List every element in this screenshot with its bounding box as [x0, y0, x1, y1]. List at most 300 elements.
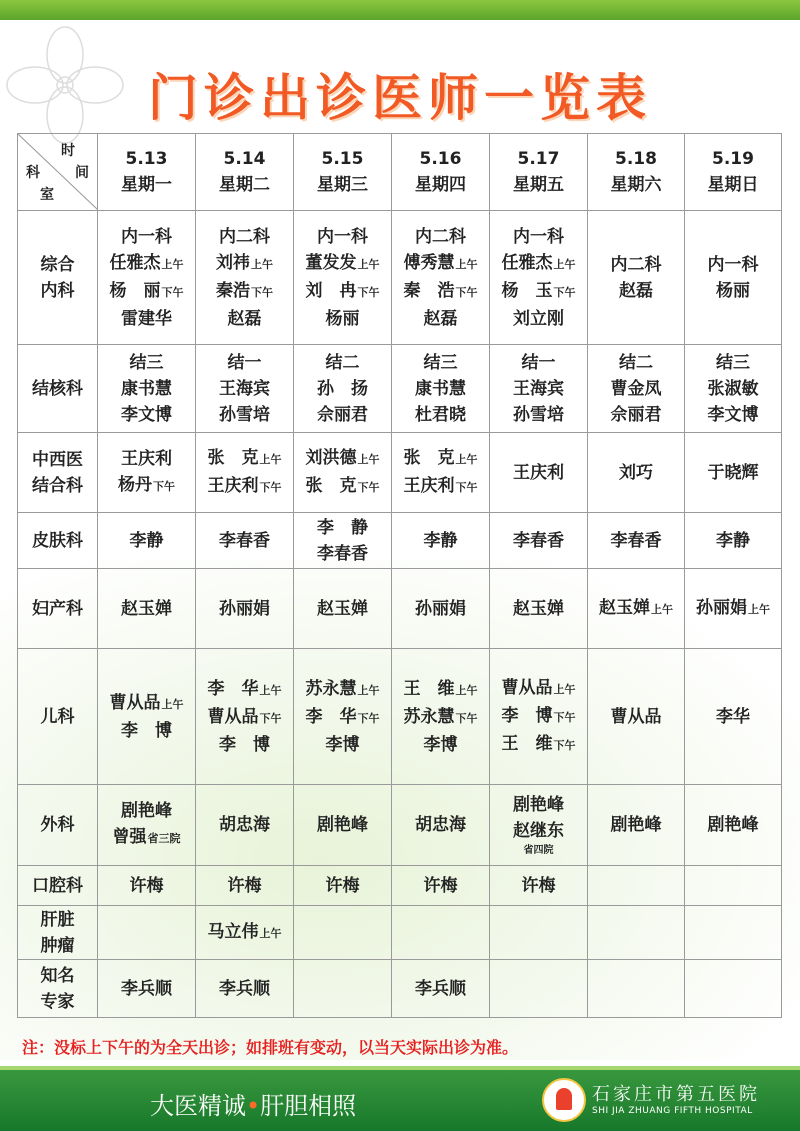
doctor-name: 许梅 — [129, 875, 164, 896]
doctor-name: 内二科 — [415, 226, 466, 247]
doctor-name: 结一 — [521, 352, 556, 373]
doctor-entry — [490, 528, 587, 554]
header-row — [18, 134, 782, 211]
doctor-entry — [294, 541, 391, 567]
doctor-name: 赵玉婵 — [599, 597, 650, 618]
schedule-cell — [98, 960, 196, 1018]
doctor-name: 内一科 — [121, 226, 172, 247]
schedule-cell — [98, 649, 196, 785]
doctor-entry — [490, 402, 587, 428]
doctor-name: 孙 扬 — [317, 378, 368, 399]
schedule-cell — [588, 433, 685, 513]
day-weekday: 星期日 — [707, 175, 759, 195]
doctor-entry — [392, 812, 489, 838]
schedule-body — [18, 211, 782, 1018]
doctor-entry — [98, 350, 195, 376]
corner-dept-label: 科 — [26, 165, 40, 181]
corner-time-label-2: 间 — [75, 165, 89, 181]
schedule-cell — [685, 345, 782, 433]
hospital-note-text: 省四院 — [523, 845, 554, 856]
doctor-name: 结三 — [716, 352, 750, 373]
day-date: 5.16 — [419, 149, 462, 169]
schedule-cell — [685, 906, 782, 960]
doctor-entry — [392, 350, 489, 376]
doctor-name: 张 克 — [403, 447, 455, 468]
day-weekday: 星期六 — [610, 175, 662, 195]
doctor-entry — [196, 676, 293, 704]
doctor-name: 李博 — [423, 734, 458, 755]
day-date: 5.18 — [615, 149, 657, 169]
doctor-name: 王庆利 — [207, 475, 259, 496]
doctor-name: 王海宾 — [219, 378, 270, 399]
doctor-entry — [294, 306, 391, 332]
doctor-name: 许梅 — [227, 875, 262, 896]
day-date: 5.14 — [223, 149, 266, 169]
shift-tag: 下午 — [553, 710, 576, 724]
doctor-entry — [490, 818, 587, 844]
doctor-entry — [685, 350, 781, 376]
schedule-cell — [294, 513, 392, 569]
footer-bar — [0, 1066, 800, 1131]
schedule-cell — [588, 649, 685, 785]
schedule-cell — [294, 345, 392, 433]
doctor-name: 任雅杰 — [109, 252, 161, 273]
doctor-entry — [294, 278, 391, 306]
doctor-entry — [98, 718, 195, 744]
doctor-name: 秦 浩 — [403, 280, 455, 301]
doctor-entry — [294, 402, 391, 428]
day-weekday: 星期三 — [317, 175, 368, 195]
doctor-name: 李博 — [325, 734, 360, 755]
schedule-cell — [98, 906, 196, 960]
doctor-name: 赵磊 — [227, 308, 262, 329]
department-name: 儿科 — [40, 706, 75, 727]
shift-tag: 省三院 — [147, 832, 181, 845]
day-header — [294, 134, 392, 211]
doctor-entry — [392, 732, 489, 758]
doctor-entry — [392, 402, 489, 428]
schedule-cell — [490, 433, 588, 513]
doctor-name: 李 华 — [305, 706, 357, 727]
slogan-separator: • — [246, 1092, 261, 1120]
doctor-name: 李静 — [423, 530, 458, 551]
day-date: 5.17 — [517, 149, 560, 169]
doctor-name: 孙丽娟 — [696, 597, 747, 618]
doctor-entry — [98, 250, 195, 278]
shift-tag: 下午 — [251, 285, 273, 299]
day-weekday: 星期四 — [415, 175, 466, 195]
shift-tag: 下午 — [455, 711, 478, 725]
department-name: 结核科 — [32, 378, 83, 399]
doctor-name: 剧艳峰 — [610, 815, 662, 835]
corner-dept-label-2: 室 — [40, 187, 54, 203]
schedule-cell — [294, 649, 392, 785]
doctor-entry — [98, 690, 195, 718]
doctor-name: 佘丽君 — [317, 404, 368, 425]
doctor-name: 赵玉婵 — [121, 598, 172, 619]
doctor-name: 赵磊 — [619, 280, 653, 301]
schedule-cell — [490, 345, 588, 433]
doctor-name: 赵磊 — [423, 308, 458, 329]
doctor-entry — [490, 873, 587, 899]
doctor-name: 杨丹 — [118, 474, 152, 495]
doctor-entry — [392, 278, 489, 306]
doctor-name: 王庆利 — [513, 462, 564, 483]
footer-slogan — [150, 1086, 356, 1121]
schedule-cell — [294, 569, 392, 649]
doctor-entry — [98, 306, 195, 332]
department-name: 知名 — [40, 965, 75, 986]
schedule-cell — [196, 569, 294, 649]
doctor-name: 王庆利 — [121, 448, 172, 469]
department-cell — [18, 960, 98, 1018]
doctor-entry — [392, 528, 489, 554]
schedule-cell — [490, 960, 588, 1018]
schedule-cell — [392, 345, 490, 433]
schedule-cell — [196, 513, 294, 569]
doctor-name: 任雅杰 — [501, 252, 553, 273]
doctor-entry — [685, 460, 781, 486]
doctor-name: 李文博 — [121, 404, 172, 425]
schedule-cell — [490, 211, 588, 345]
shift-tag: 下午 — [357, 711, 380, 725]
shift-tag: 下午 — [161, 285, 184, 299]
department-cell — [18, 785, 98, 866]
doctor-entry — [294, 515, 391, 541]
doctor-name: 胡忠海 — [415, 815, 466, 835]
doctor-name: 苏永慧 — [403, 706, 455, 727]
schedule-row — [18, 211, 782, 345]
doctor-entry — [196, 812, 293, 838]
doctor-name: 结二 — [619, 352, 653, 373]
schedule-cell — [392, 649, 490, 785]
doctor-name: 剧艳峰 — [121, 801, 172, 821]
department-name: 口腔科 — [32, 875, 83, 896]
department-cell — [18, 569, 98, 649]
department-cell — [18, 211, 98, 345]
doctor-entry — [392, 873, 489, 899]
day-header — [685, 134, 782, 211]
schedule-cell — [392, 785, 490, 866]
department-cell — [18, 433, 98, 513]
doctor-entry — [392, 596, 489, 622]
doctor-name: 李 博 — [501, 705, 553, 726]
day-header — [98, 134, 196, 211]
doctor-entry — [490, 278, 587, 306]
shift-tag: 下午 — [153, 479, 175, 493]
schedule-cell — [685, 433, 782, 513]
schedule-cell — [98, 569, 196, 649]
doctor-name: 李春香 — [610, 530, 662, 551]
doctor-name: 杨 玉 — [501, 280, 553, 301]
doctor-name: 李 华 — [207, 678, 259, 699]
schedule-cell — [685, 960, 782, 1018]
schedule-cell — [490, 866, 588, 906]
doctor-name: 李兵顺 — [415, 978, 466, 999]
doctor-name: 胡忠海 — [219, 815, 270, 835]
doctor-name: 内二科 — [219, 226, 270, 247]
doctor-name: 李文博 — [707, 404, 759, 425]
shift-tag: 上午 — [161, 257, 184, 271]
doctor-name: 许梅 — [325, 875, 360, 896]
doctor-entry — [98, 596, 195, 622]
department-cell — [18, 345, 98, 433]
schedule-cell — [588, 345, 685, 433]
doctor-entry — [196, 376, 293, 402]
doctor-name: 曹从品 — [109, 692, 161, 713]
shift-tag: 上午 — [455, 452, 478, 466]
footnote: 注：没标上下午的为全天出诊；如排班有变动，以当天实际出诊为准。 — [22, 1038, 519, 1057]
doctor-name: 剧艳峰 — [513, 795, 564, 815]
schedule-cell — [685, 785, 782, 866]
schedule-cell — [392, 569, 490, 649]
department-name: 皮肤科 — [32, 530, 83, 551]
doctor-name: 孙丽娟 — [219, 598, 270, 619]
schedule-cell — [588, 513, 685, 569]
doctor-entry — [588, 704, 684, 730]
doctor-entry — [98, 224, 195, 250]
doctor-entry — [392, 445, 489, 473]
schedule-cell — [294, 906, 392, 960]
doctor-entry — [294, 473, 391, 501]
shift-tag: 上午 — [251, 257, 273, 271]
doctor-name: 结一 — [227, 352, 262, 373]
department-cell — [18, 866, 98, 906]
doctor-entry — [196, 224, 293, 250]
doctor-name: 刘立刚 — [513, 308, 564, 329]
schedule-row — [18, 785, 782, 866]
schedule-cell — [98, 785, 196, 866]
department-name: 外科 — [40, 815, 75, 835]
schedule-cell — [98, 513, 196, 569]
schedule-cell — [588, 785, 685, 866]
shift-tag: 上午 — [259, 926, 282, 940]
department-name: 综合 — [40, 254, 75, 275]
schedule-cell — [294, 866, 392, 906]
shift-tag: 上午 — [357, 452, 380, 466]
doctor-name: 刘 冉 — [305, 280, 357, 301]
doctor-name: 许梅 — [521, 875, 556, 896]
doctor-name: 剧艳峰 — [317, 815, 368, 835]
doctor-entry — [392, 224, 489, 250]
doctor-name: 张淑敏 — [707, 378, 759, 399]
doctor-entry — [685, 528, 781, 554]
doctor-name: 李 静 — [317, 517, 368, 538]
doctor-name: 秦浩 — [216, 280, 250, 301]
doctor-name: 王 维 — [403, 678, 455, 699]
doctor-entry — [685, 376, 781, 402]
schedule-row — [18, 906, 782, 960]
day-date: 5.15 — [321, 149, 364, 169]
doctor-entry — [490, 792, 587, 818]
day-header — [196, 134, 294, 211]
doctor-name: 内二科 — [610, 254, 662, 275]
schedule-row — [18, 960, 782, 1018]
shift-tag: 下午 — [259, 480, 282, 494]
top-green-bar — [0, 0, 800, 20]
shift-tag: 下午 — [553, 285, 576, 299]
doctor-entry — [588, 402, 684, 428]
doctor-name: 刘巧 — [619, 462, 653, 483]
doctor-entry — [196, 919, 293, 947]
schedule-cell — [98, 433, 196, 513]
schedule-row — [18, 649, 782, 785]
schedule-row — [18, 433, 782, 513]
shift-tag: 上午 — [161, 697, 184, 711]
doctor-entry — [98, 472, 195, 500]
schedule-cell — [685, 211, 782, 345]
day-date: 5.13 — [125, 149, 168, 169]
schedule-cell — [196, 649, 294, 785]
schedule-cell — [196, 433, 294, 513]
schedule-cell — [685, 513, 782, 569]
doctor-entry — [196, 350, 293, 376]
schedule-cell — [490, 513, 588, 569]
doctor-name: 结二 — [325, 352, 360, 373]
doctor-entry — [392, 976, 489, 1002]
shift-tag: 上午 — [357, 257, 380, 271]
doctor-entry — [294, 250, 391, 278]
doctor-entry — [490, 460, 587, 486]
doctor-name: 李华 — [716, 706, 750, 727]
doctor-entry — [685, 278, 781, 304]
shift-tag: 上午 — [259, 452, 282, 466]
shift-tag: 下午 — [455, 285, 478, 299]
schedule-cell — [196, 906, 294, 960]
schedule-cell — [98, 866, 196, 906]
corner-time-label: 时 — [61, 143, 75, 159]
doctor-entry — [490, 306, 587, 332]
doctor-entry — [196, 596, 293, 622]
doctor-name: 结三 — [423, 352, 458, 373]
doctor-entry — [294, 445, 391, 473]
doctor-entry — [98, 798, 195, 824]
doctor-name: 李静 — [716, 530, 750, 551]
doctor-entry — [588, 252, 684, 278]
doctor-entry — [490, 250, 587, 278]
doctor-name: 剧艳峰 — [707, 815, 759, 835]
day-weekday: 星期二 — [219, 175, 270, 195]
shift-tag: 上午 — [357, 683, 380, 697]
doctor-entry — [588, 528, 684, 554]
doctor-name: 孙雪培 — [513, 404, 564, 425]
doctor-entry — [294, 732, 391, 758]
doctor-name: 赵继东 — [513, 821, 564, 841]
schedule-row — [18, 513, 782, 569]
doctor-entry — [490, 703, 587, 731]
doctor-entry — [98, 976, 195, 1002]
doctor-name: 曹从品 — [610, 706, 662, 727]
schedule-table — [17, 133, 782, 1018]
schedule-cell — [685, 649, 782, 785]
department-name: 肝脏 — [40, 909, 75, 930]
day-weekday: 星期一 — [121, 175, 172, 195]
schedule-cell — [392, 866, 490, 906]
department-name: 中西医 — [32, 449, 83, 470]
doctor-name: 孙雪培 — [219, 404, 270, 425]
doctor-name: 杨丽 — [716, 280, 750, 301]
schedule-cell — [588, 866, 685, 906]
shift-tag: 下午 — [357, 285, 380, 299]
hospital-name: 石家庄市第五医院 — [592, 1084, 760, 1105]
doctor-name: 康书慧 — [121, 378, 172, 399]
doctor-name: 王海宾 — [513, 378, 564, 399]
doctor-name: 张 克 — [305, 475, 357, 496]
doctor-entry — [294, 224, 391, 250]
doctor-entry — [588, 460, 684, 486]
doctor-entry — [392, 376, 489, 402]
shift-tag: 下午 — [259, 711, 282, 725]
doctor-name: 曹从品 — [501, 677, 553, 698]
schedule-cell — [294, 433, 392, 513]
schedule-cell — [196, 960, 294, 1018]
shift-tag: 上午 — [259, 683, 282, 697]
doctor-name: 张 克 — [207, 447, 259, 468]
day-header — [392, 134, 490, 211]
doctor-name: 曹金凤 — [610, 378, 662, 399]
schedule-cell — [588, 569, 685, 649]
doctor-entry — [294, 350, 391, 376]
doctor-entry — [685, 704, 781, 730]
doctor-entry — [588, 812, 684, 838]
doctor-name: 李春香 — [513, 530, 564, 551]
schedule-cell — [685, 866, 782, 906]
doctor-entry — [490, 224, 587, 250]
shift-tag: 上午 — [553, 257, 576, 271]
doctor-name: 内一科 — [513, 226, 564, 247]
doctor-name: 内一科 — [707, 254, 759, 275]
corner-cell — [18, 134, 98, 211]
doctor-entry — [196, 402, 293, 428]
day-header — [490, 134, 588, 211]
doctor-name: 杨 丽 — [109, 280, 161, 301]
doctor-entry — [196, 250, 293, 278]
schedule-cell — [685, 569, 782, 649]
doctor-name: 许梅 — [423, 875, 458, 896]
doctor-name: 李兵顺 — [219, 978, 270, 999]
doctor-name: 杜君晓 — [415, 404, 466, 425]
doctor-entry — [196, 306, 293, 332]
schedule-cell — [490, 569, 588, 649]
doctor-entry — [98, 528, 195, 554]
department-name: 妇产科 — [32, 598, 83, 619]
doctor-entry — [98, 446, 195, 472]
doctor-entry — [685, 402, 781, 428]
doctor-entry — [685, 812, 781, 838]
doctor-entry — [685, 595, 781, 623]
doctor-entry — [490, 350, 587, 376]
shift-tag: 上午 — [455, 683, 478, 697]
schedule-row — [18, 866, 782, 906]
schedule-cell — [490, 906, 588, 960]
doctor-name: 李静 — [129, 530, 164, 551]
schedule-cell — [490, 785, 588, 866]
schedule-cell — [392, 211, 490, 345]
schedule-cell — [392, 513, 490, 569]
doctor-name: 佘丽君 — [610, 404, 662, 425]
schedule-cell — [294, 785, 392, 866]
doctor-name: 李 博 — [121, 720, 172, 741]
department-cell — [18, 906, 98, 960]
doctor-entry — [392, 676, 489, 704]
doctor-entry — [490, 596, 587, 622]
schedule-cell — [196, 785, 294, 866]
schedule-cell — [294, 211, 392, 345]
doctor-entry — [294, 704, 391, 732]
shift-tag: 上午 — [651, 602, 673, 616]
doctor-name: 李兵顺 — [121, 978, 172, 999]
doctor-name: 马立伟 — [207, 921, 259, 942]
